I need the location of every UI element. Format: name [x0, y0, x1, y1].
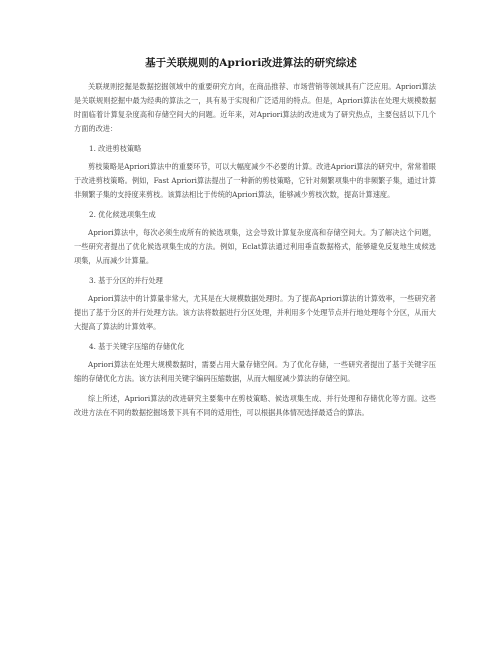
section-body-parallel: Apriori算法中的计算量非常大，尤其是在大规模数据处理时。为了提高Apriori算法的计算效率，一些研究者提出了基于分区的并行处理方法。该方法将数据进行分区处理，并利用多个处理节点并行地处理每个分区，从而大大提高了算法的计算效率。 — [74, 294, 436, 331]
conclusion-paragraph: 综上所述，Apriori算法的改进研究主要集中在剪枝策略、候选项集生成、并行处理和存储优化等方面。这些改进方法在不同的数据挖掘场景下具有不同的适用性，可以根据具体情况选择最适合的算法。 — [74, 394, 436, 417]
section-body-storage: Apriori算法在处理大规模数据时，需要占用大量存储空间。为了优化存储，一些研究者提出了基于关键字压缩的存储优化方法。该方法利用关键字编码压缩数据，从而大幅度减少算法的存储空间。 — [74, 360, 436, 383]
intro-paragraph: 关联规则挖掘是数据挖掘领域中的重要研究方向，在商品推荐、市场营销等领域具有广泛应用。Apriori算法是关联规则挖掘中最为经典的算法之一，具有易于实现和广泛适用的特点。但是，Apriori算法在处理大规模数据时面临着计算复杂度高和存储空间大的问题。近年来，对Apriori算法的改进成为了研究热点，主要包括以下几个方面的改进： — [74, 82, 436, 133]
section-body-candidates: Apriori算法中，每次必须生成所有的候选项集，这会导致计算复杂度高和存储空间大。为了解决这个问题，一些研究者提出了优化候选项集生成的方法。例如，Eclat算法通过利用垂直数据格式，能够避免反复地生成候选项集，从而减少计算量。 — [74, 228, 436, 265]
section-heading-candidates: 2. 优化候选项集生成 — [89, 210, 156, 219]
section-body-pruning: 剪枝策略是Apriori算法中的重要环节，可以大幅度减少不必要的计算。改进Apriori算法的研究中，常常着眼于改进剪枝策略。例如，Fast Apriori算法提出了一种新的剪枝策略，它针对频繁项集中的非频繁子集，通过计算非频繁子集的支持度来剪枝。该算法相比于传统的Apriori算法，能够减少剪枝次数，提高计算速度。 — [74, 162, 436, 199]
document-title: 基于关联规则的Apriori改进算法的研究综述 — [145, 57, 357, 69]
section-heading-storage: 4. 基于关键字压缩的存储优化 — [89, 342, 185, 351]
section-heading-pruning: 1. 改进剪枝策略 — [89, 144, 142, 153]
section-heading-parallel: 3. 基于分区的并行处理 — [89, 276, 163, 285]
document-body — [74, 80, 436, 420]
